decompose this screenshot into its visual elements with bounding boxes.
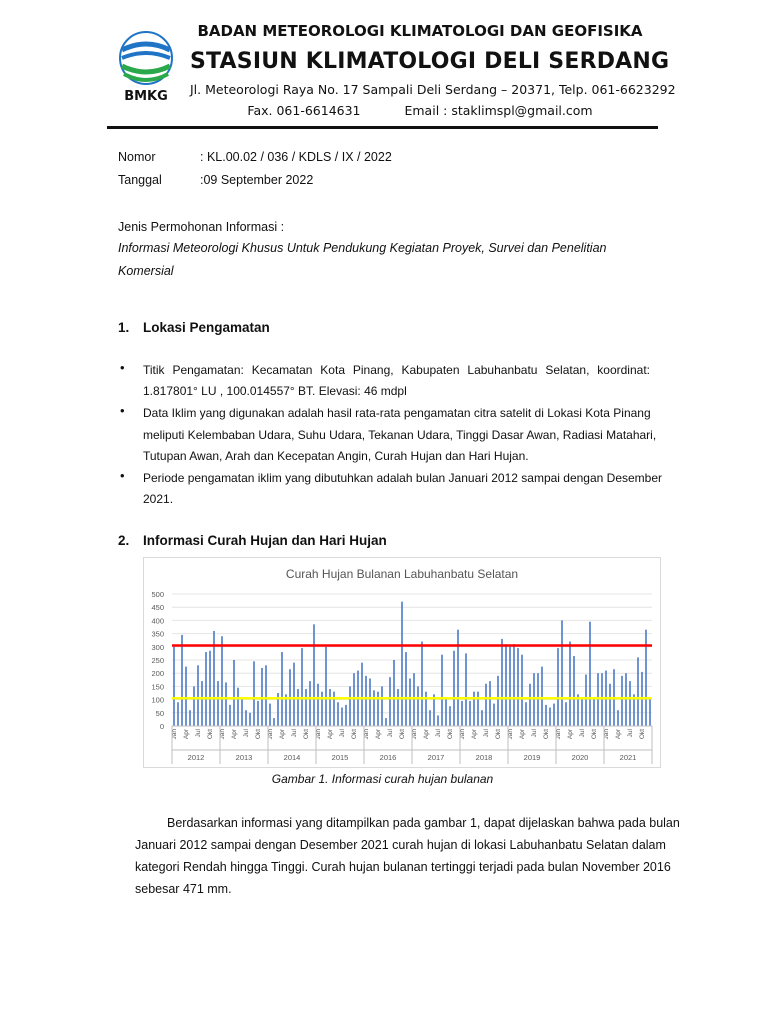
bar (445, 698, 447, 726)
x-year-label: 2021 (619, 753, 637, 762)
bar (373, 690, 375, 726)
bar (397, 689, 399, 726)
bar (217, 681, 219, 726)
nomor-value: : KL.00.02 / 036 / KDLS / IX / 2022 (200, 150, 392, 164)
bar (485, 684, 487, 726)
bar (249, 713, 251, 726)
station-name: STASIUN KLIMATOLOGI DELI SERDANG (190, 49, 670, 74)
x-year-label: 2014 (283, 753, 301, 762)
x-month-label: Jan (555, 729, 562, 740)
y-tick-label: 150 (151, 682, 164, 692)
bar (325, 647, 327, 726)
y-tick-label: 450 (151, 603, 164, 613)
bar (377, 692, 379, 726)
x-month-label: Apr (567, 729, 574, 740)
x-month-label: Apr (615, 729, 622, 740)
rainfall-chart (143, 557, 661, 768)
bar (457, 630, 459, 726)
x-month-label: Apr (471, 729, 478, 740)
bar (301, 648, 303, 726)
x-month-label: Okt (543, 729, 550, 740)
section1-title: Lokasi Pengamatan (143, 320, 270, 335)
bar (237, 688, 239, 726)
bar (341, 708, 343, 726)
bar (337, 702, 339, 726)
x-month-label: Okt (447, 729, 454, 740)
bar (533, 673, 535, 726)
paragraph-line2: Januari 2012 sampai dengan Desember 2021 curah hujan di lokasi Labuhanbatu Selatan dalam (135, 838, 666, 852)
bar (229, 705, 231, 726)
x-month-label: Jul (579, 729, 586, 738)
bar (253, 661, 255, 726)
x-axis (171, 726, 652, 764)
bar (609, 684, 611, 726)
y-tick-label: 300 (151, 642, 164, 652)
bar (481, 710, 483, 726)
bar (541, 667, 543, 726)
contact-line (190, 103, 650, 118)
bar (425, 692, 427, 726)
bar (389, 677, 391, 726)
bar (245, 710, 247, 726)
bar (569, 642, 571, 726)
x-month-label: Jan (363, 729, 370, 740)
x-year-label: 2016 (379, 753, 397, 762)
y-tick-labels (151, 590, 164, 731)
bar (173, 647, 175, 726)
bar (369, 678, 371, 726)
x-month-label: Jul (387, 729, 394, 738)
bar (205, 652, 207, 726)
x-year-label: 2015 (331, 753, 349, 762)
chart-title: Curah Hujan Bulanan Labuhanbatu Selatan (285, 567, 519, 581)
x-month-label: Jan (411, 729, 418, 740)
x-month-label: Jan (219, 729, 226, 740)
bar (637, 657, 639, 726)
x-year-label: 2018 (475, 753, 493, 762)
y-tick-label: 350 (151, 629, 164, 639)
figure-caption: Gambar 1. Informasi curah hujan bulanan (271, 772, 494, 786)
bar (265, 665, 267, 726)
bar (497, 676, 499, 726)
y-tick-label: 500 (151, 590, 164, 599)
x-month-label: Jan (459, 729, 466, 740)
request-label: Jenis Permohonan Informasi : (118, 220, 285, 234)
x-month-label: Okt (495, 729, 502, 740)
bar (225, 682, 227, 726)
bar (513, 644, 515, 726)
y-tick-label: 200 (151, 669, 164, 679)
bar (505, 644, 507, 726)
bmkg-logo (114, 30, 178, 102)
x-month-label: Jul (339, 729, 346, 738)
bullet2-line1: Data Iklim yang digunakan adalah hasil rata-rata pengamatan citra satelit di Lokasi Kota Pinang (143, 406, 651, 420)
agency-name: BADAN METEOROLOGI KLIMATOLOGI DAN GEOFISIKA (197, 22, 643, 40)
x-month-label: Apr (375, 729, 382, 740)
bar (349, 686, 351, 726)
bar (593, 697, 595, 726)
bar (221, 636, 223, 726)
bar (521, 655, 523, 726)
bar (509, 647, 511, 726)
reference-lines (172, 645, 652, 698)
x-month-label: Okt (351, 729, 358, 740)
x-month-label: Jul (531, 729, 538, 738)
x-month-label: Okt (591, 729, 598, 740)
address: Jl. Meteorologi Raya No. 17 Sampali Deli Serdang – 20371, Telp. 061-6623292 (190, 82, 676, 97)
x-month-label: Jul (483, 729, 490, 738)
email: Email : staklimspl@gmail.com (404, 103, 593, 118)
bar (241, 697, 243, 726)
fax: Fax. 061-6614631 (247, 103, 361, 118)
bar (589, 622, 591, 726)
x-month-label: Jan (267, 729, 274, 740)
bar (353, 673, 355, 726)
bar (197, 665, 199, 726)
bar (629, 681, 631, 726)
tanggal-label: Tanggal (118, 173, 162, 187)
bar (453, 651, 455, 726)
bar (477, 692, 479, 726)
bar (293, 663, 295, 726)
x-month-label: Jul (243, 729, 250, 738)
bar (413, 673, 415, 726)
bar (537, 673, 539, 726)
request-line2: Komersial (118, 264, 174, 278)
x-month-label: Apr (327, 729, 334, 740)
bar (565, 702, 567, 726)
x-month-label: Jan (171, 729, 178, 740)
bar (461, 701, 463, 726)
y-tick-label: 0 (159, 722, 164, 731)
x-month-label: Apr (183, 729, 190, 740)
x-month-label: Okt (639, 729, 646, 740)
x-year-label: 2013 (235, 753, 253, 762)
bullet1-line2: 1.817801° LU , 100.014557° BT. Elevasi: 46 mdpl (143, 384, 407, 398)
bar (469, 701, 471, 726)
bar (401, 602, 403, 726)
bar (329, 689, 331, 726)
bar (405, 652, 407, 726)
bar (621, 676, 623, 726)
gridlines (172, 594, 652, 726)
y-tick-label: 250 (151, 656, 164, 665)
bullet3-line2: 2021. (143, 492, 174, 506)
bar (385, 718, 387, 726)
bullet-dot: • (120, 360, 125, 375)
x-year-label: 2012 (187, 753, 205, 762)
bar (489, 681, 491, 726)
y-tick-label: 50 (155, 708, 164, 718)
bar (625, 673, 627, 726)
logo-text: BMKG (124, 89, 168, 102)
bar (617, 710, 619, 726)
bar (297, 689, 299, 726)
bar (393, 660, 395, 726)
bullet-dot: • (120, 403, 125, 418)
bar (201, 681, 203, 726)
bar (333, 692, 335, 726)
bar (549, 708, 551, 726)
nomor-label: Nomor (118, 150, 156, 164)
bar (529, 684, 531, 726)
bar (597, 673, 599, 726)
bar (473, 692, 475, 726)
x-month-label: Jan (603, 729, 610, 740)
x-year-label: 2017 (427, 753, 445, 762)
paragraph-line1: Berdasarkan informasi yang ditampilkan pada gambar 1, dapat dijelaskan bahwa pada bulan (167, 816, 680, 830)
bar (581, 697, 583, 726)
x-month-label: Jul (195, 729, 202, 738)
bar (553, 704, 555, 726)
tanggal-value: :09 September 2022 (200, 173, 314, 187)
bar (361, 663, 363, 726)
header-rule (107, 126, 658, 129)
bar (257, 701, 259, 726)
bar (281, 652, 283, 726)
bar (321, 692, 323, 726)
bar (345, 705, 347, 726)
bar (309, 681, 311, 726)
bar (261, 668, 263, 726)
x-month-label: Okt (207, 729, 214, 740)
section2-number: 2. (118, 533, 130, 548)
y-tick-label: 100 (151, 695, 164, 705)
x-month-label: Apr (279, 729, 286, 740)
bar (501, 639, 503, 726)
bullet-dot: • (120, 468, 125, 483)
bar (409, 678, 411, 726)
x-month-label: Okt (399, 729, 406, 740)
bar (441, 655, 443, 726)
bar (421, 642, 423, 726)
x-year-label: 2019 (523, 753, 541, 762)
y-tick-label: 400 (151, 616, 164, 626)
x-month-label: Apr (423, 729, 430, 740)
request-line1: Informasi Meteorologi Khusus Untuk Pendukung Kegiatan Proyek, Survei dan Penelitian (118, 241, 607, 255)
x-month-label: Jan (507, 729, 514, 740)
x-month-label: Jul (627, 729, 634, 738)
bar (273, 718, 275, 726)
bar (517, 648, 519, 726)
bar (381, 686, 383, 726)
bar (585, 675, 587, 726)
bar (437, 715, 439, 726)
bar (525, 702, 527, 726)
bar (313, 624, 315, 726)
x-month-label: Jul (291, 729, 298, 738)
x-month-label: Jan (315, 729, 322, 740)
bar (181, 635, 183, 726)
bar (209, 651, 211, 726)
bar (185, 667, 187, 726)
paragraph-line3: kategori Rendah hingga Tinggi. Curah hujan bulanan tertinggi terjadi pada bulan November 2016 (135, 860, 671, 874)
bar (177, 702, 179, 726)
bar (365, 676, 367, 726)
bar (269, 704, 271, 726)
section1-number: 1. (118, 320, 130, 335)
bar (561, 620, 563, 726)
paragraph-line4: sebesar 471 mm. (135, 882, 232, 896)
bar (601, 673, 603, 726)
bar (493, 704, 495, 726)
bar (317, 684, 319, 726)
section2-title: Informasi Curah Hujan dan Hari Hujan (143, 533, 387, 548)
x-month-label: Apr (519, 729, 526, 740)
bullet1-line1: Titik Pengamatan: Kecamatan Kota Pinang, Kabupaten Labuhanbatu Selatan, koordinat: (143, 363, 650, 377)
bar (233, 660, 235, 726)
x-month-label: Apr (231, 729, 238, 740)
bar (545, 705, 547, 726)
bar (305, 689, 307, 726)
bar (645, 630, 647, 726)
x-month-label: Okt (303, 729, 310, 740)
x-month-label: Jul (435, 729, 442, 738)
bar (417, 686, 419, 726)
x-year-label: 2020 (571, 753, 589, 762)
bar (189, 710, 191, 726)
bar (649, 697, 651, 726)
bar (193, 686, 195, 726)
x-month-label: Okt (255, 729, 262, 740)
bar (429, 710, 431, 726)
rainfall-chart-svg (144, 558, 660, 767)
bullet3-line1: Periode pengamatan iklim yang dibutuhkan adalah bulan Januari 2012 sampai dengan Desember (143, 471, 663, 485)
bar (465, 653, 467, 726)
bar (449, 706, 451, 726)
bar (557, 648, 559, 726)
bar (573, 656, 575, 726)
bullet2-line3: Tutupan Awan, Arah dan Kecepatan Angin, Curah Hujan dan Hari Hujan. (143, 449, 529, 463)
bullet2-line2: meliputi Kelembaban Udara, Suhu Udara, Tekanan Udara, Tinggi Dasar Awan, Radiasi Matahari, (143, 428, 657, 442)
